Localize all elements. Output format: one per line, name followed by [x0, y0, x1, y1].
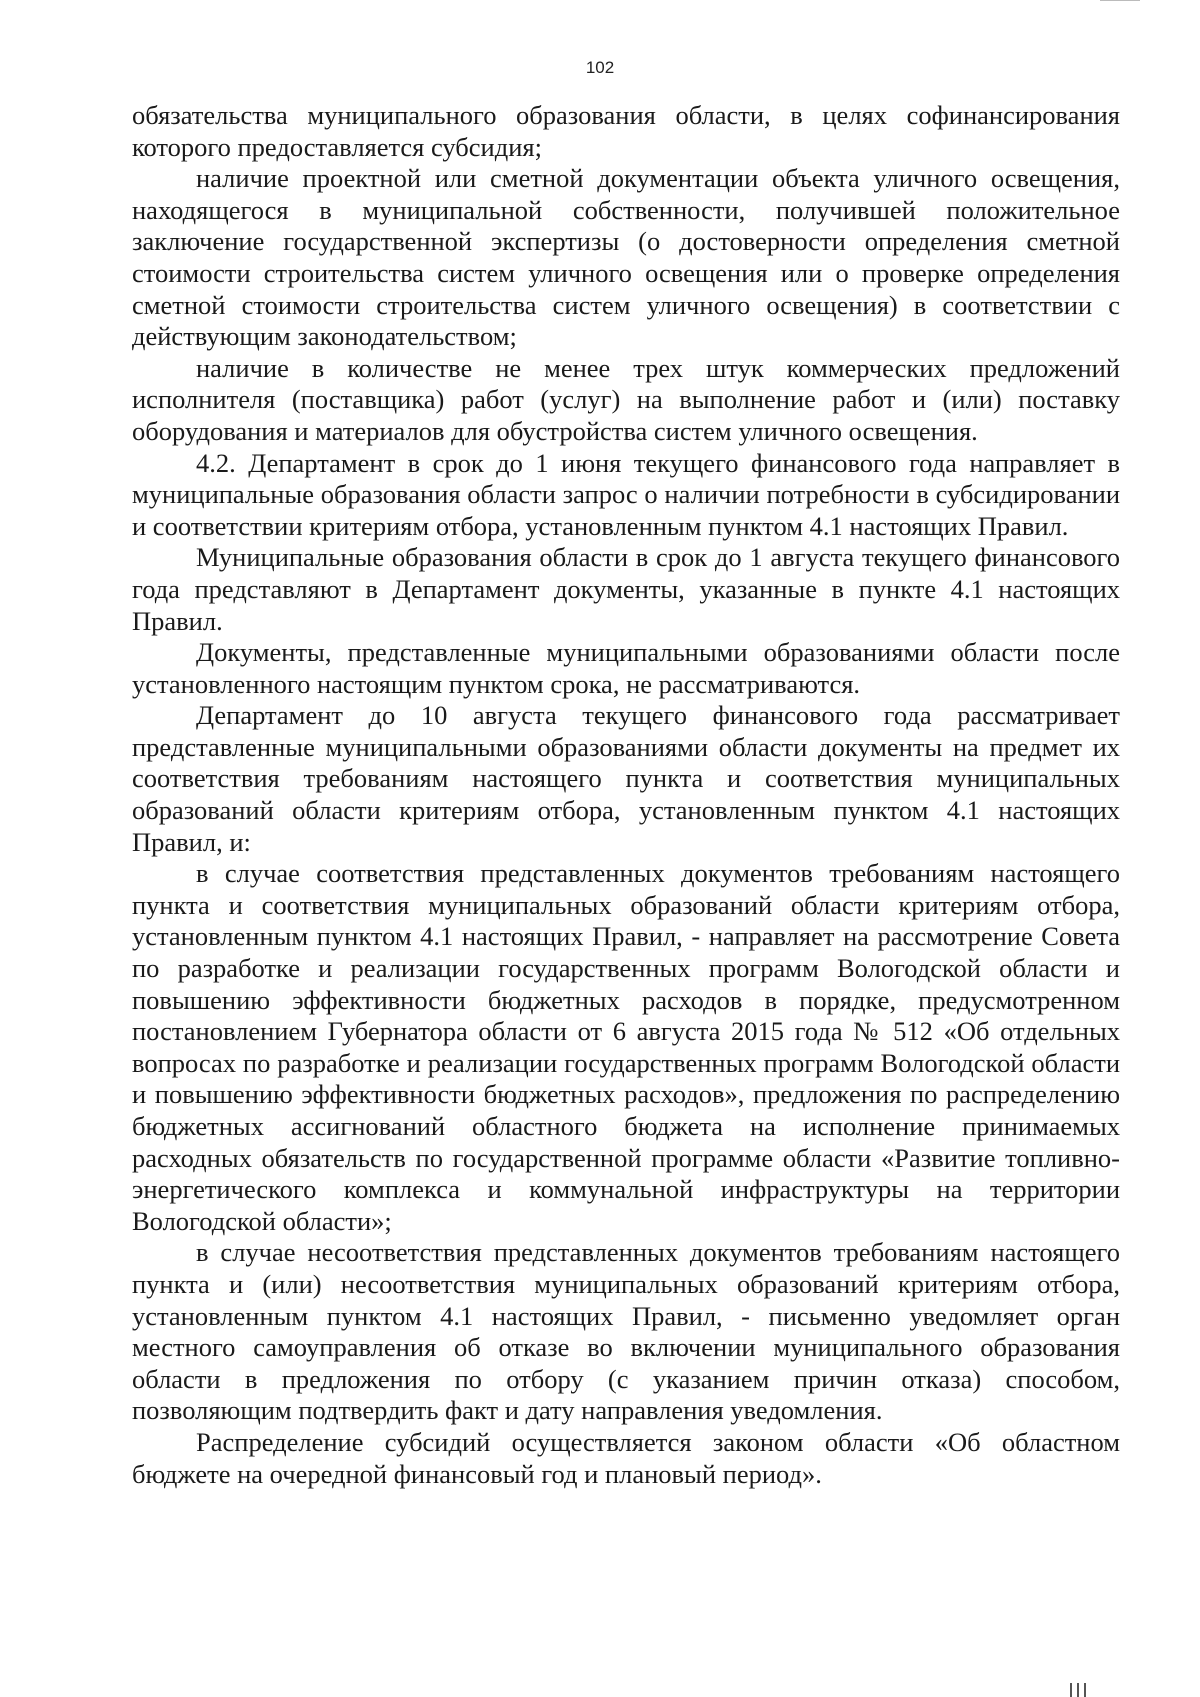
paragraph-section-4-2: 4.2. Департамент в срок до 1 июня текущего финансового года направляет в муниципальные образования области запрос о наличии потребности в субсидировании и соответствии критериям отбора, установленным пунктом 4.1 настоящих Правил.: [132, 447, 1120, 541]
paragraph-late-documents: Документы, представленные муниципальными образованиями области после установленного настоящим пунктом срока, не рассматриваются.: [132, 637, 1120, 699]
paragraph-subsidy-distribution: Распределение субсидий осуществляется законом области «Об областном бюджете на очередной финансовый год и плановый период».: [132, 1426, 1120, 1489]
scan-tick: [1070, 1683, 1072, 1697]
scan-tick: [1077, 1683, 1079, 1697]
paragraph-submission-deadline: Муниципальные образования области в срок до 1 августа текущего финансового года представляют в Департамент документы, указанные в пункте 4.1 настоящих Правил.: [132, 542, 1120, 636]
paragraph-noncompliance-case: в случае несоответствия представленных документов требованиям настоящего пункта и (или) несоответствия муниципальных образований критериям отбора, установленным пунктом 4.1 настоящих Правил, - письменно уведомляет орган местного самоуправления об отказе во включении муниципального образования области в предложения по отбору (с указанием причин отказа) способом, позволяющим подтвердить факт и дату направления уведомления.: [132, 1237, 1120, 1426]
scan-edge-mark: [1100, 0, 1140, 5]
paragraph-department-review: Департамент до 10 августа текущего финансового года рассматривает представленные муниципальными образованиями области документы на предмет их соответствия требованиям настоящего пункта и соответствия муниципальных образований области критериям отбора, установленным пунктом 4.1 настоящих Правил, и:: [132, 700, 1120, 857]
scan-edge-mark-bottom: [1070, 1681, 1100, 1697]
paragraph-project-documentation: наличие проектной или сметной документации объекта уличного освещения, находящегося в муниципальной собственности, получившей положительное заключение государственной экспертизы (о достоверности определения сметной стоимости строительства систем уличного освещения или о проверке определения сметной стоимости строительства систем уличного освещения) в соответствии с действующим законодательством;: [132, 163, 1120, 352]
paragraph-compliance-case: в случае соответствия представленных документов требованиям настоящего пункта и соответствия муниципальных образований области критериям отбора, установленным пунктом 4.1 настоящих Правил, - направляет на рассмотрение Совета по разработке и реализации государственных программ Вологодской области и повышению эффективности бюджетных расходов в порядке, предусмотренном постановлением Губернатора области от 6 августа 2015 года № 512 «Об отдельных вопросах по разработке и реализации государственных программ Вологодской области и повышению эффективности бюджетных расходов», предложения по распределению бюджетных ассигнований областного бюджета на исполнение принимаемых расходных обязательств по государственной программе области «Развитие топливно-энергетического комплекса и коммунальной инфраструктуры на территории Вологодской области»;: [132, 858, 1120, 1236]
scan-tick: [1084, 1683, 1086, 1697]
document-body: [132, 100, 1120, 1490]
paragraph-continuation: обязательства муниципального образования области, в целях софинансирования которого предоставляется субсидия;: [132, 100, 1120, 162]
paragraph-commercial-offers: наличие в количестве не менее трех штук коммерческих предложений исполнителя (поставщика) работ (услуг) на выполнение работ и (или) поставку оборудования и материалов для обустройства систем уличного освещения.: [132, 352, 1120, 446]
page-number: 102: [585, 58, 615, 77]
